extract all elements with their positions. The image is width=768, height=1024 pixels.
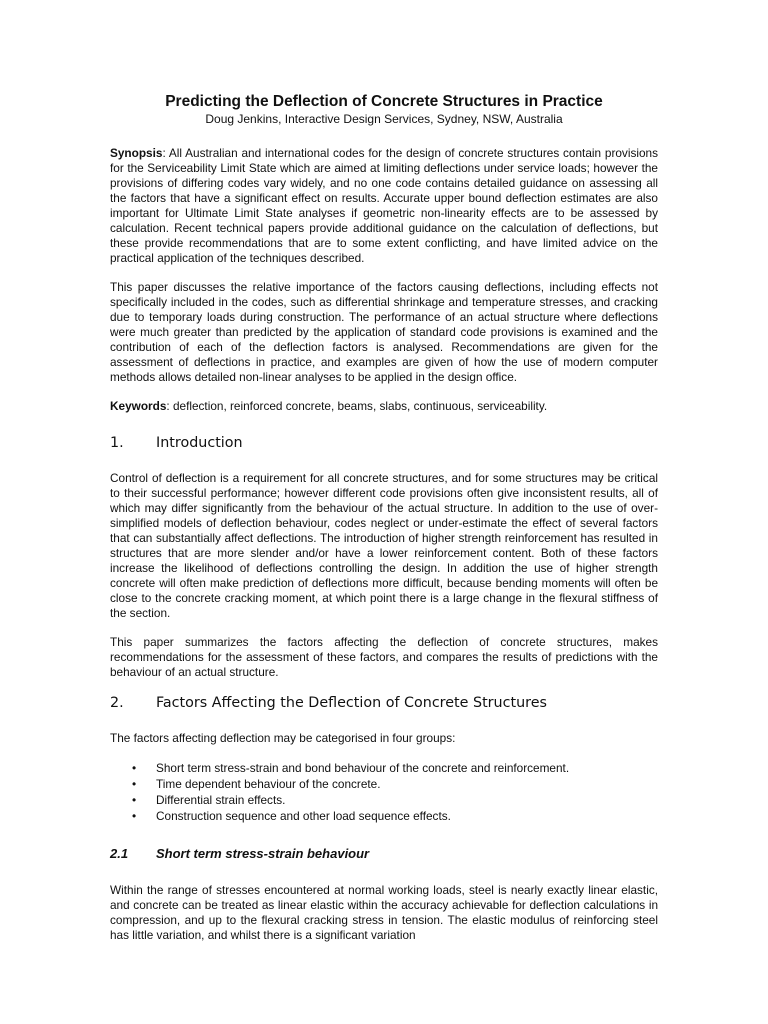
section-heading-factors (110, 694, 658, 712)
section-number: 1. (110, 435, 124, 451)
list-item-text: Differential strain effects. (156, 793, 286, 807)
subsection-heading-short-term (110, 846, 658, 862)
subsection-number: 2.1 (110, 846, 129, 861)
intro-paragraph-2: This paper summarizes the factors affecting the deflection of concrete structures, makes recommendations for the assessment of these factors, and compares the results of predictions with the behaviour of an actual structure. (110, 635, 658, 679)
list-item-text: Short term stress-strain and bond behaviour of the concrete and reinforcement. (156, 761, 570, 775)
bullet-icon: • (132, 809, 137, 823)
list-item (132, 776, 658, 792)
subsection-title: Short term stress-strain behaviour (156, 846, 370, 861)
list-item-text: Construction sequence and other load sequence effects. (156, 809, 451, 823)
keywords-label: Keywords (110, 399, 167, 413)
factor-list (110, 760, 658, 824)
list-item-text: Time dependent behaviour of the concrete. (156, 777, 381, 791)
list-item (132, 792, 658, 808)
section-heading-introduction (110, 434, 658, 452)
bullet-icon: • (132, 761, 137, 775)
short-term-paragraph: Within the range of stresses encountered at normal working loads, steel is nearly exactly linear elastic, and concrete can be treated as linear elastic within the accuracy achievable for deflection calculations in compression, and up to the flexural cracking stress in tension. The elastic modulus of reinforcing steel has little variation, and whilst there is a significant variation (110, 883, 658, 942)
synopsis-label: Synopsis (110, 146, 163, 160)
keywords-paragraph (110, 399, 658, 414)
list-item (132, 808, 658, 824)
paper-title: Predicting the Deflection of Concrete Structures in Practice (165, 93, 603, 110)
list-item (132, 760, 658, 776)
keywords-text: : deflection, reinforced concrete, beams, slabs, continuous, serviceability. (166, 399, 548, 413)
author-line: Doug Jenkins, Interactive Design Services, Sydney, NSW, Australia (205, 112, 563, 126)
section-title: Factors Affecting the Deflection of Concrete Structures (156, 695, 547, 711)
abstract-paragraph: This paper discusses the relative importance of the factors causing deflections, including effects not specifically included in the codes, such as differential shrinkage and temperature stresses, and cracking due to temporary loads during construction. The performance of an actual structure where deflections were much greater than predicted by the application of standard code provisions is examined and the contribution of each of the deflection factors is analysed. Recommendations are given for the assessment of deflections in practice, and examples are given of how the use of modern computer methods allows detailed non-linear analyses to be applied in the design office. (110, 280, 658, 384)
synopsis-text: : All Australian and international codes for the design of concrete structures contain provisions for the Serviceability Limit State which are aimed at limiting deflections under service loads; however the provisions of differing codes vary widely, and no one code contains detailed guidance on assessing all the factors that have a significant effect on results. Accurate upper bound deflection estimates are also important for Ultimate Limit State analyses if geometric non-linearity effects are to be assessed by calculation. Recent technical papers provide additional guidance on the calculation of deflections, but these provide recommendations that are to some extent conflicting, and have limited advice on the practical application of the techniques described. (110, 146, 658, 265)
bullet-icon: • (132, 777, 137, 791)
section-title: Introduction (156, 435, 243, 451)
synopsis-paragraph (110, 146, 658, 266)
section-number: 2. (110, 695, 124, 711)
bullet-icon: • (132, 793, 137, 807)
factors-intro: The factors affecting deflection may be categorised in four groups: (110, 731, 456, 745)
intro-paragraph-1: Control of deflection is a requirement for all concrete structures, and for some structures may be critical to their successful performance; however different code provisions often give inconsistent results, all of which may differ significantly from the behaviour of the actual structure. In addition to the use of over-simplified models of deflection behaviour, codes neglect or under-estimate the effect of several factors that can substantially affect deflections. The introduction of higher strength reinforcement has resulted in structures that are more slender and/or have a lower reinforcement content. Both of these factors increase the likelihood of deflections controlling the design. In addition the use of higher strength concrete will often make prediction of deflections more difficult, because bending moments will often be close to the concrete cracking moment, at which point there is a large change in the flexural stiffness of the section. (110, 471, 658, 620)
